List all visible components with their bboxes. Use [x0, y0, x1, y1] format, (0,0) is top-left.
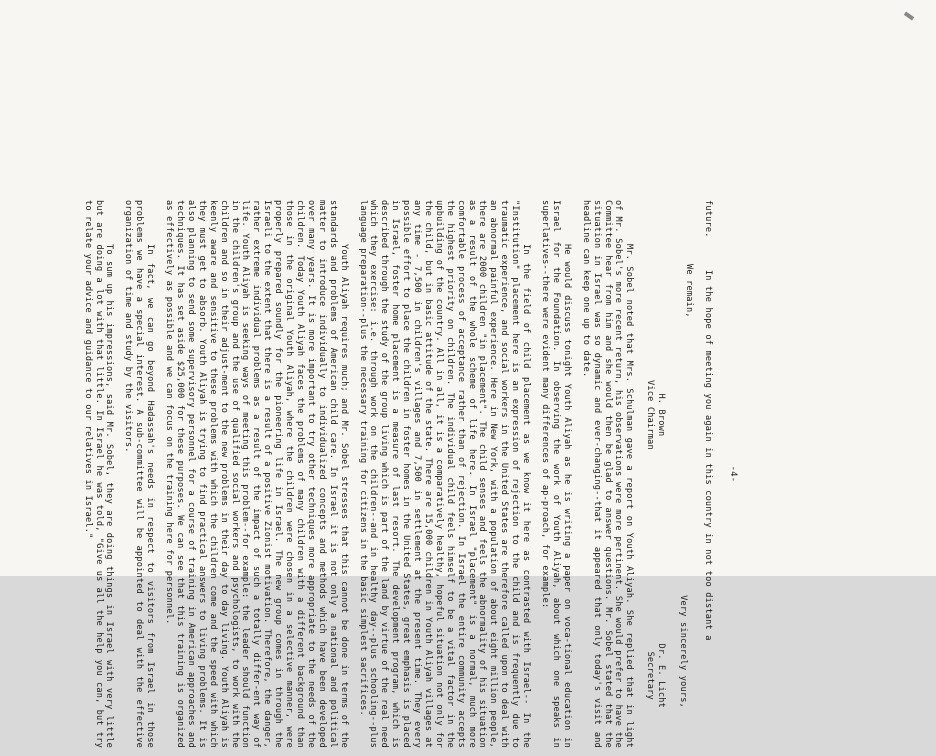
paragraph: Mr. Sobel noted that Mrs. Schulman gave a report on Youth Aliyah. She replied that in light of Mr. Sobel's more recent return, his observations were more pertinent. She would prefer to have the Committee hear from him and she would then be glad to answer questions. Mr. Sobel stated that the situation in Israel was so dynamic and ever-changing--that it appeared that only today's visit and headline can keep one up to date.: [580, 200, 635, 754]
page-number: -4-: [728, 465, 738, 483]
paragraph: Youth Aliyah requires much; and Mr. Sobel stresses that this cannot be done in terms of the standards and problems of American child care. In Israel it is not only a national and political matter to introduce individually to individualized concepts and methods which have been developed over many years. It is more important to try other techniques more appropriate to the needs of the children. Today Youth Aliyah faces the problems of many children with a different background than those in the original Youth Aliyah, where the children were chosen in a selective manner, were properly prepared soundly for the pioneering life in Israel. The new group comes in through the Israeli to the extent that there is a result of a positive Zionist motivation. Therefore, the danger, rather extreme individual problems as a result of the impact of such a totally differ-ent way of life. Youth Aliyah is seeking ways of meeting this problem--for example: the leader should function in the children's group and the use of qualified social workers and psychologists, to work with the children and so in their adjust-ment to the new problems in their day to day living. Youth Aliyah is keenly aware and sensitive to these problems with which the children come and the speed with which they must get to absorb. Youth Aliyah is trying to find practical answers to living problems. It is also planning to send some supervisory personnel for a course of training in American approaches and techniques. It has set aside $25,000 for these purposes. We can see that this training is organized as effectively as possible and we can focus on the training here for personnel.: [164, 200, 349, 754]
signatory-title: Secretary: [645, 651, 656, 700]
paragraph: In the field of child placement as we know it here as contrasted with Israel-- In the "Institution" placement here is an expression of rejection to the child and is frequently due to traumatic experience, and social workers in the United States are therefore called upon to deal with an abnormal painful experience. Here in New York, with a population of about eight million people, there are 2000 children "in placement". The child senses and feels the abnormality of his situation as a result of the whole scheme of life here. In Israel "placement" is a normal, much more comfortable process of acceptance rather than of rejection. In Israel the entire community accepts the highest priority on children. The individual child feels himself to be a vital factor in the upbuilding of the country. All in all, it is a comparatively healthy, hopeful situation not only for the child, but in basic attitude of the state. There are 15,000 children in Youth Aliyah villages at any time - 7,500 in children's villages and 7,500 in settlement at the present time. They every possible effort to place the children in foster homes in the United States, great emphasis is placed in Israel, foster home placement is a measure of last resort. The development program, which is described through the study of the group living which is part of the land by virtue of the real need which they exercise: i.e. through work on the children--and in healthy day--plus schooling--plus language preparation--plus the necessary training for citizens in the basic simplest sacrifices.: [357, 200, 532, 754]
signatory-1: [644, 380, 666, 450]
signatory-title: Vice Chairman: [645, 380, 656, 450]
we-remain: We remain,: [684, 264, 695, 318]
closing-row: [672, 200, 694, 748]
rotated-stage: [82, 0, 756, 756]
typed-page: [74, 200, 738, 754]
signatory-name: Dr. E. Licht: [656, 643, 667, 708]
paragraph: To sum up his impressions, said Mr. Sobel, they are doing things in Israel with very little but are doing a lot with that little. In Israel he was told, "Give us all the help you can, but try to relate your advice and guidance to our relatives in Israel.": [82, 200, 115, 754]
signatory-name: H. Brown: [656, 393, 667, 437]
paragraph: He would discuss tonight Youth Aliyah as he is writing a paper on voca-tional education in Israel for the Foundation. In observing the work of Youth Aliyah, about which one speaks in superlatives--there were evident many differences of ap-proach, for example:: [540, 200, 572, 754]
signatory-2: [644, 644, 666, 709]
staple-mark: [904, 11, 914, 20]
paragraph: In fact, we can go beyond Hadassah's needs in respect to visitors from Israel in those problems we have a special interest. A sub-committee will be appointed to deal with the effective organization of time and study by the visitors.: [123, 200, 156, 754]
very-sincerely: Very sincerely yours,: [678, 595, 689, 708]
signature-block: [644, 200, 666, 748]
closing-line: future. In the hope of meeting you again in this country in not too distant a: [703, 200, 714, 641]
